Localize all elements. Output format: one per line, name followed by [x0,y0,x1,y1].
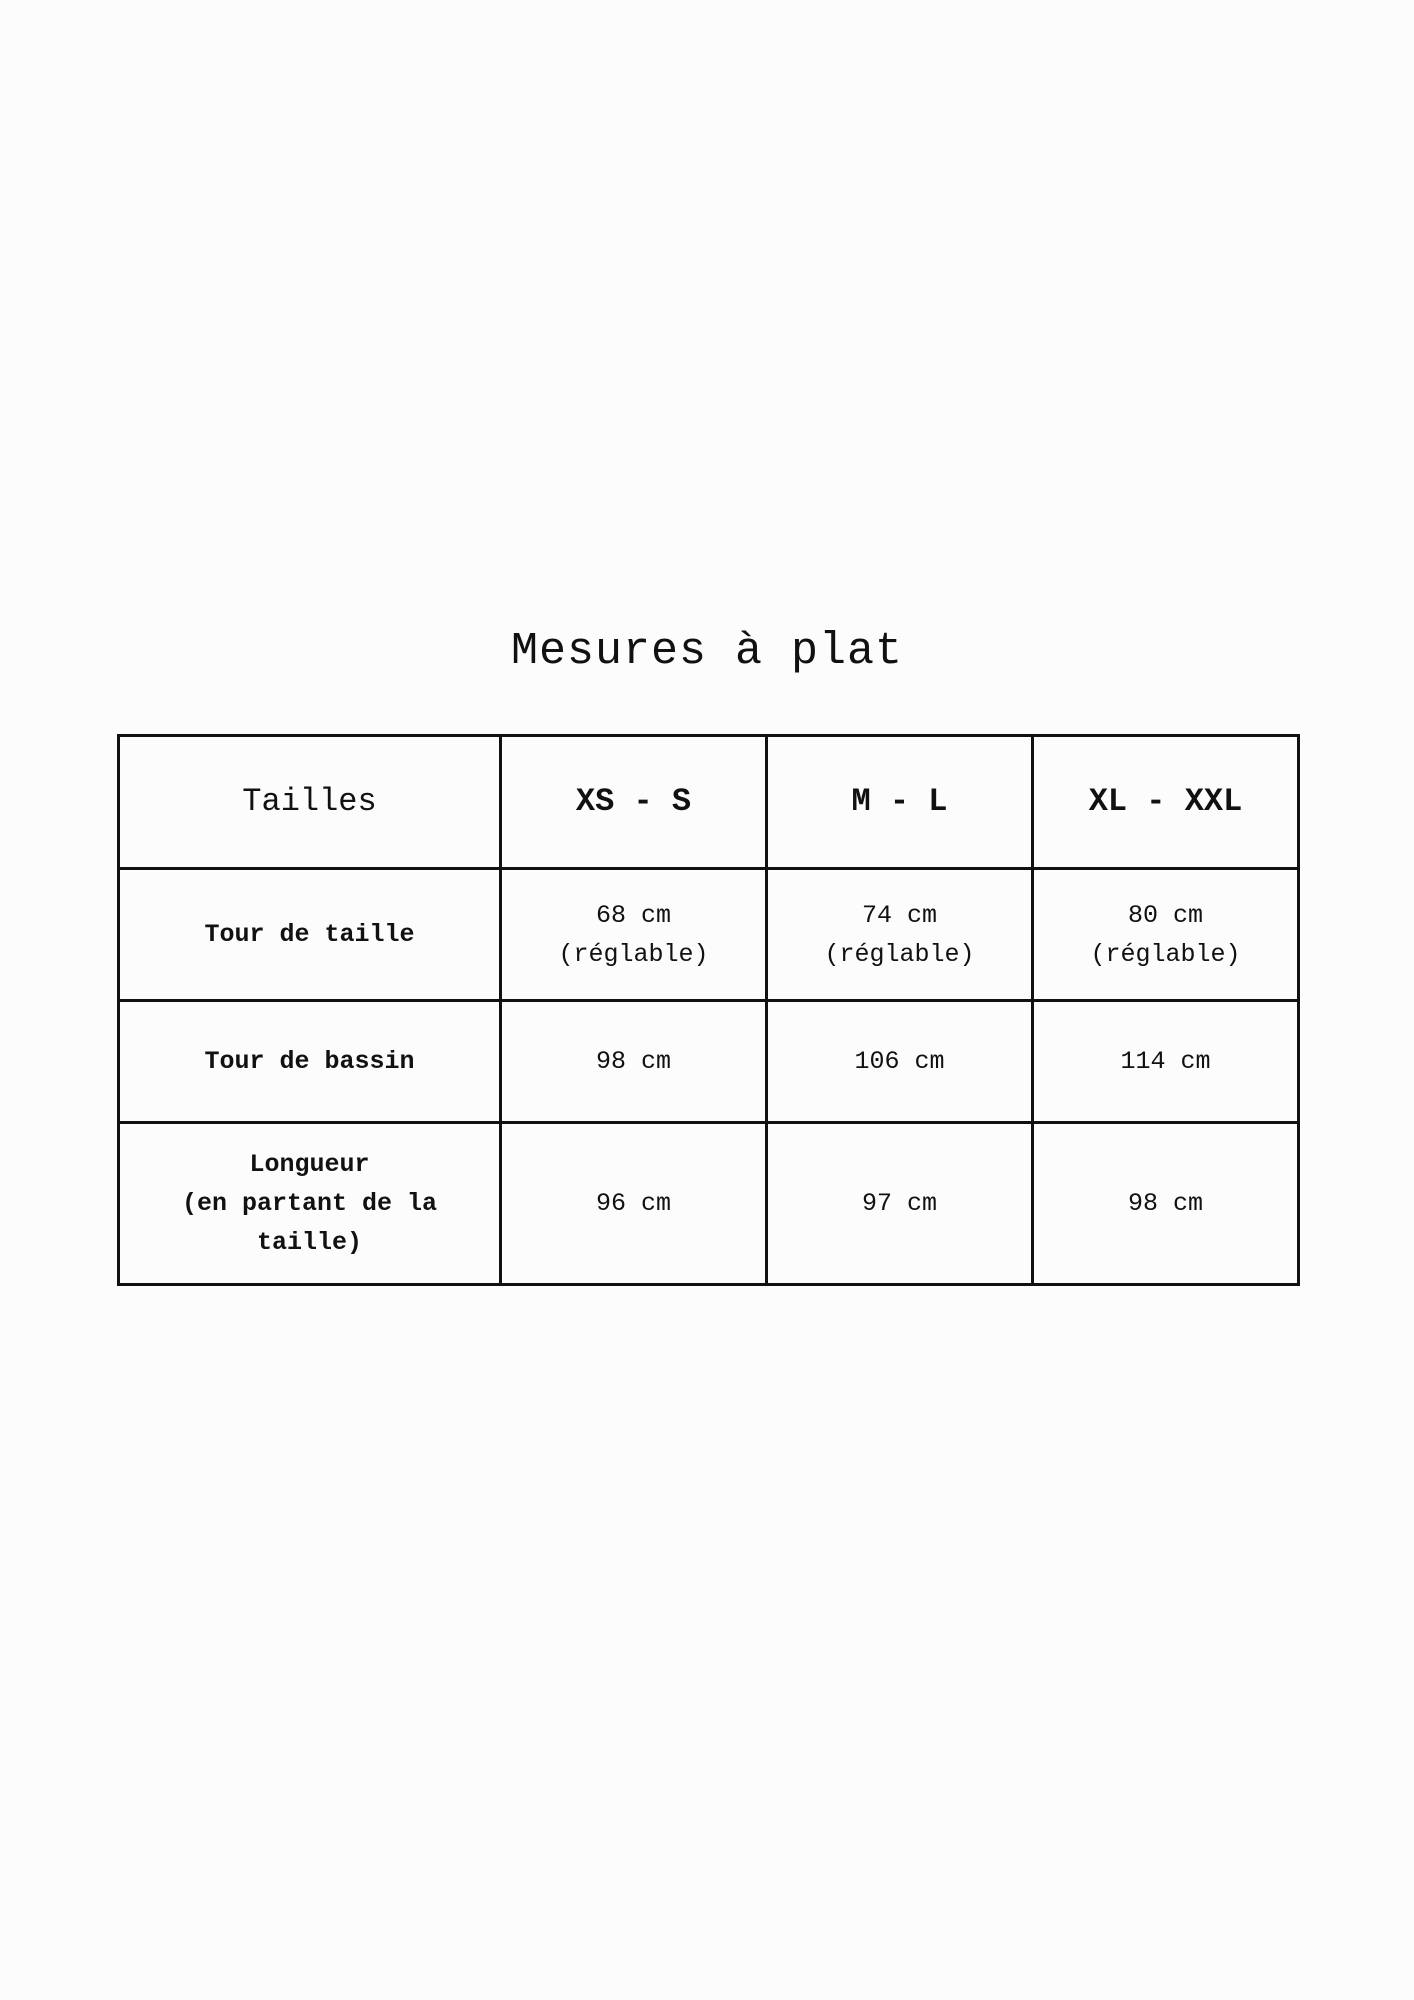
row-label-line: (en partant de la [181,1189,438,1218]
table-cell [767,869,1033,1001]
header-size-m-l: M - L [767,736,1033,869]
table-cell [501,869,767,1001]
cell-note: (réglable) [1090,939,1241,969]
header-sizes-label: Tailles [119,736,501,869]
table-header-row [119,736,1299,869]
table-cell: 114 cm [1033,1001,1299,1123]
table-cell: 98 cm [501,1001,767,1123]
row-label-line: taille) [256,1228,363,1257]
cell-value: 80 cm [1127,900,1203,930]
table-row-hip [119,1001,1299,1123]
row-label-line: Tour de taille [204,920,415,949]
header-size-xs-s: XS - S [501,736,767,869]
table-cell: 96 cm [501,1123,767,1285]
row-label-waist [119,869,501,1001]
row-label-length [119,1123,501,1285]
table-row-length [119,1123,1299,1285]
table-cell: 97 cm [767,1123,1033,1285]
row-label-line: Longueur [249,1150,370,1179]
row-label-line: Tour de bassin [204,1047,415,1076]
cell-value: 74 cm [861,900,937,930]
cell-note: (réglable) [824,939,975,969]
table-cell: 98 cm [1033,1123,1299,1285]
table-cell: 106 cm [767,1001,1033,1123]
row-label-hip [119,1001,501,1123]
table-row-waist [119,869,1299,1001]
size-chart-table [117,734,1300,1286]
cell-note: (réglable) [558,939,709,969]
cell-value: 68 cm [595,900,671,930]
table-cell [1033,869,1299,1001]
page-title: Mesures à plat [510,626,904,677]
header-size-xl-xxl: XL - XXL [1033,736,1299,869]
